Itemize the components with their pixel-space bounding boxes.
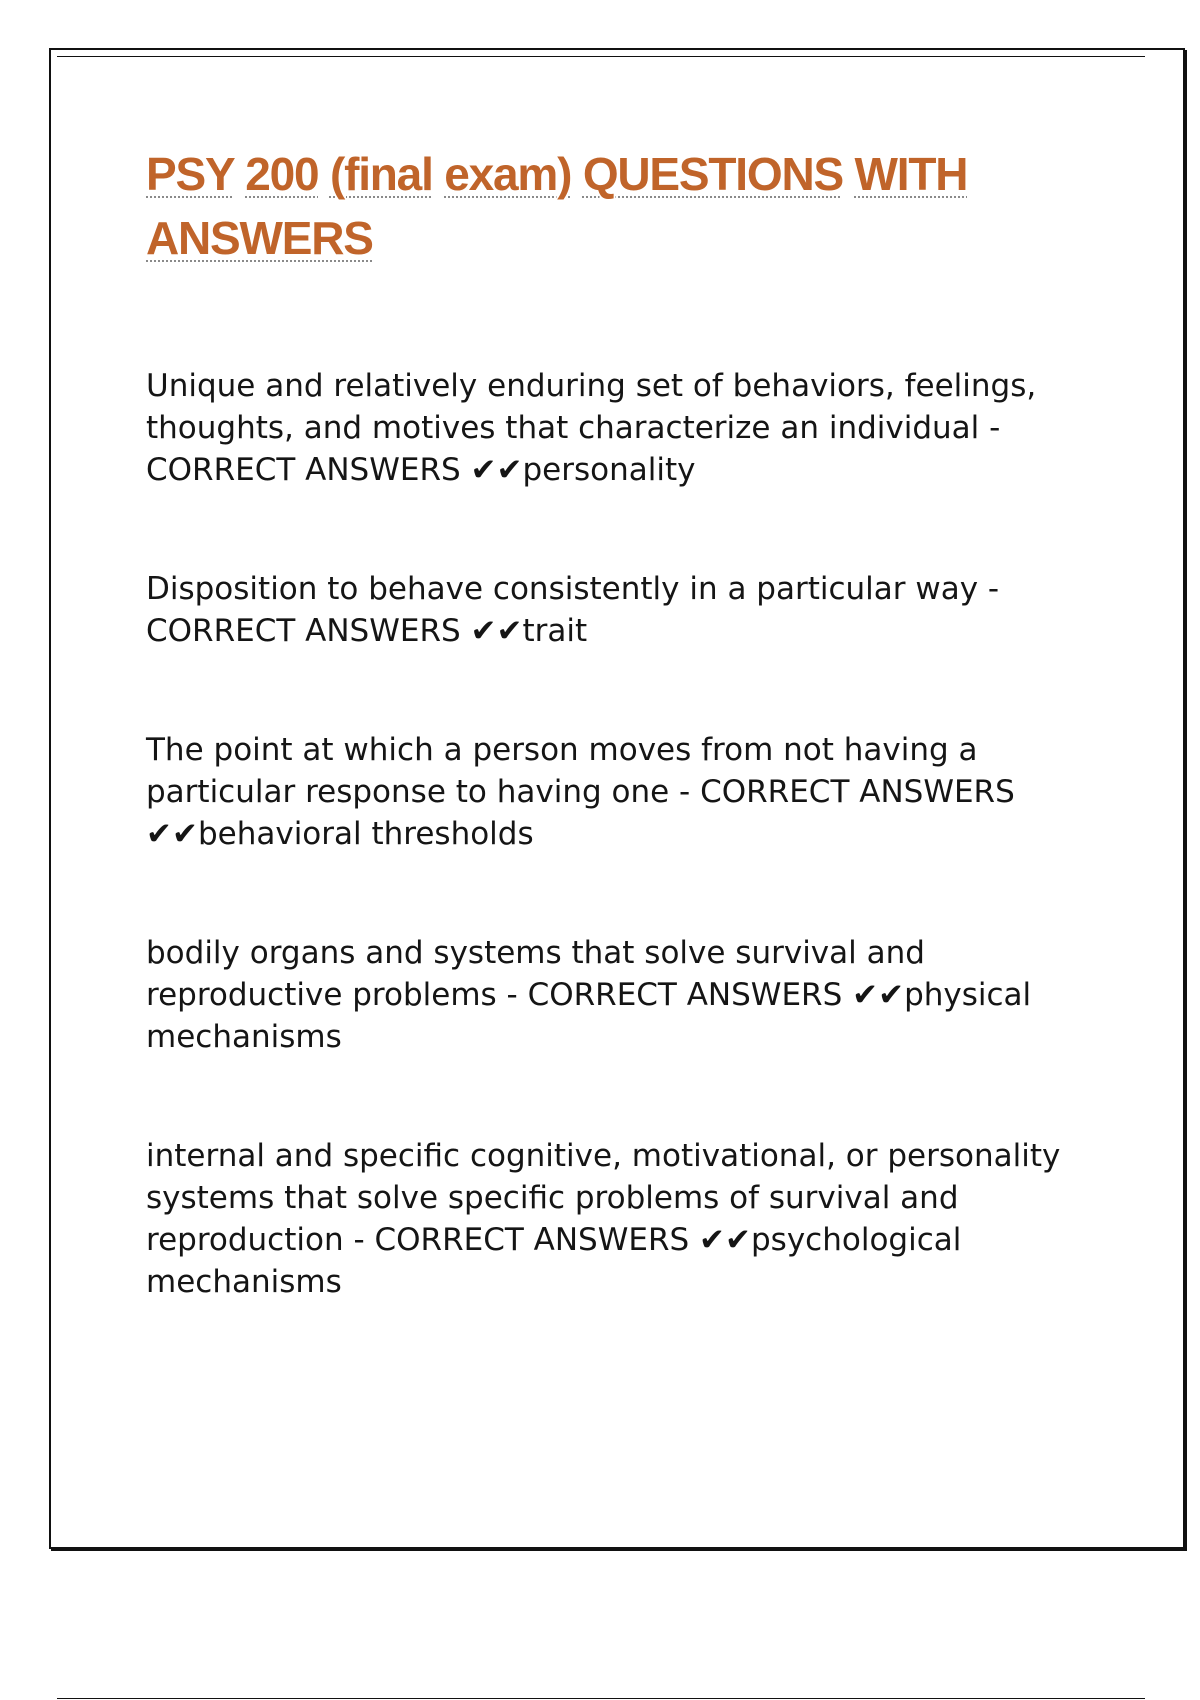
double-check-icon: ✔✔ (146, 816, 198, 852)
qa-item (146, 932, 1086, 1058)
question-text: The point at which a person moves from not having a particular response to having one - (146, 732, 978, 810)
qa-item (146, 729, 1086, 855)
title-word: 200 (245, 148, 319, 200)
question-text: Unique and relatively enduring set of behaviors, feelings, thoughts, and motives that characterize an individual - (146, 368, 1037, 446)
answer-marker: CORRECT ANSWERS (527, 977, 843, 1013)
double-check-icon: ✔✔ (852, 977, 905, 1013)
answer-marker: CORRECT ANSWERS (146, 452, 461, 488)
answer-text: physical mechanisms (146, 977, 1032, 1055)
answer-marker: CORRECT ANSWERS (374, 1222, 690, 1258)
title-word: exam) (444, 148, 572, 200)
answer-text: psychological mechanisms (146, 1222, 962, 1300)
qa-list (146, 365, 1086, 1380)
double-check-icon: ✔✔ (470, 613, 523, 649)
document-title (146, 142, 1086, 270)
question-text: bodily organs and systems that solve survival and reproductive problems - (146, 935, 925, 1013)
qa-item (146, 365, 1086, 491)
double-check-icon: ✔✔ (699, 1222, 751, 1258)
title-word: QUESTIONS (582, 148, 843, 200)
question-text: Disposition to behave consistently in a particular way - (146, 571, 1000, 607)
answer-text: trait (522, 613, 588, 649)
qa-item (146, 568, 1086, 652)
title-word: PSY (146, 148, 234, 200)
answer-marker: CORRECT ANSWERS (146, 613, 461, 649)
double-check-icon: ✔✔ (470, 452, 523, 488)
answer-marker: CORRECT ANSWERS (700, 774, 1015, 810)
qa-item (146, 1135, 1086, 1303)
title-word: (final (329, 148, 433, 200)
title-word: ANSWERS (146, 212, 373, 264)
question-text: internal and specific cognitive, motivational, or personality systems that solve specific problems of survival and reproduction - (146, 1138, 1061, 1258)
bottom-rule (57, 1698, 1145, 1699)
answer-text: behavioral thresholds (197, 816, 534, 852)
answer-text: personality (522, 452, 696, 488)
title-word: WITH (854, 148, 968, 200)
top-rule (57, 56, 1145, 57)
